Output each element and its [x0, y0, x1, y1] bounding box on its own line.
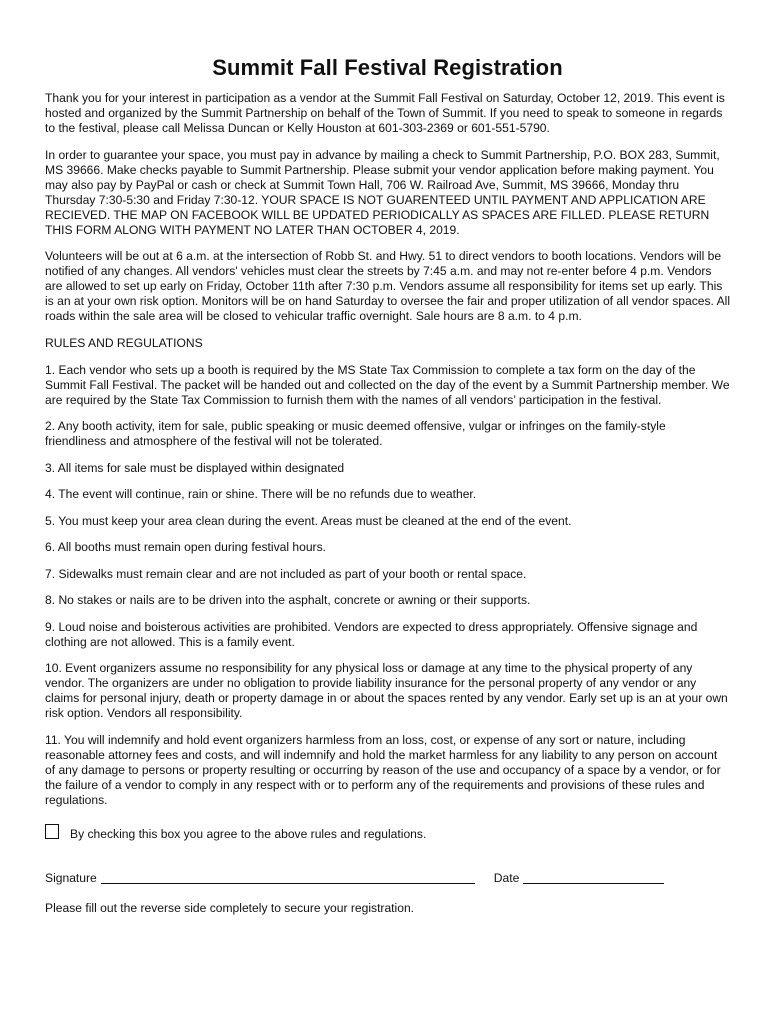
agree-checkbox[interactable]: [45, 824, 59, 839]
rule-item: 10. Event organizers assume no responsibility for any physical loss or damage at any time to the physical property of any vendor. The organizers are under no obligation to provide liability insurance for the personal property of any vendor or any claims for personal injury, death or property damage in or about the spaces rented by any vendor. Early set up is an at your own risk option. Vendors all responsibility.: [45, 661, 728, 720]
date-field[interactable]: [523, 871, 664, 884]
rule-item: 2. Any booth activity, item for sale, public speaking or music deemed offensive, vulgar or infringes on the family-style friendliness and atmosphere of the festival will not be tolerated.: [45, 419, 666, 448]
rule-item: 1. Each vendor who sets up a booth is required by the MS State Tax Commission to complete a tax form on the day of the Summit Fall Festival. The packet will be handed out and collected on the day of the event by a Summit Partnership member. We are required by the State Tax Commission to furnish them with the names of all vendors’ participation in the festival.: [45, 362, 730, 407]
rule-item: 4. The event will continue, rain or shine. There will be no refunds due to weather.: [45, 487, 477, 501]
agree-label: By checking this box you agree to the above rules and regulations.: [70, 826, 427, 841]
rule-item: 11. You will indemnify and hold event organizers harmless from an loss, cost, or expense of any sort or nature, including reasonable attorney fees and costs, and will indemnify and hold the market harmless for any liability to any person on account of any damage to persons or property resulting or occurring by reason of the use and occupancy of a space by a vendor, or for the failure of a vendor to comply in any respect with or to perform any of the requirements and provisions of these rules and regulations.: [45, 732, 721, 807]
form-title: Summit Fall Festival Registration: [212, 55, 563, 80]
signature-label: Signature: [45, 870, 97, 885]
agreement-row: [45, 827, 730, 842]
signature-row: [45, 871, 730, 886]
footer-note: Please fill out the reverse side completely to secure your registration.: [45, 900, 415, 915]
signature-field[interactable]: [101, 871, 475, 884]
rule-item: 7. Sidewalks must remain clear and are not included as part of your booth or rental space.: [45, 566, 527, 581]
payment-paragraph: In order to guarantee your space, you must pay in advance by mailing a check to Summit Partnership, P.O. BOX 283, Summit, MS 39666. Make checks payable to Summit Partnership. Please submit your vendor application before making payment. You may also pay by PayPal or cash or check at Summit Town Hall, 706 W. Railroad Ave, Summit, MS 39666, Monday thru Thursday 7:30-5:30 and Friday 7:30-12. YOUR SPACE IS NOT GUARENTEED UNTIL PAYMENT AND APPLICATION ARE RECIEVED. THE MAP ON FACEBOOK WILL BE UPDATED PERIODICALLY AS SPACES ARE FILLED. PLEASE RETURN THIS FORM ALONG WITH PAYMENT NO LATER THAN OCTOBER 4, 2019.: [45, 147, 720, 237]
rule-item: 9. Loud noise and boisterous activities are prohibited. Vendors are expected to dress appropriately. Offensive signage and clothing are not allowed. This is a family event.: [45, 619, 698, 649]
intro-paragraph: Thank you for your interest in participation as a vendor at the Summit Fall Festival on Saturday, October 12, 2019. This event is hosted and organized by the Summit Partnership on behalf of the Town of Summit. If you need to speak to someone in regards to the festival, please call Melissa Duncan or Kelly Houston at 601-303-2369 or 601-551-5790.: [45, 91, 725, 135]
rule-item: 5. You must keep your area clean during the event. Areas must be cleaned at the end of the event.: [45, 513, 572, 528]
date-label: Date: [493, 870, 520, 885]
rule-item: 8. No stakes or nails are to be driven into the asphalt, concrete or awning or their supports.: [45, 593, 531, 607]
registration-form: [45, 55, 730, 927]
rules-list: [45, 363, 730, 808]
rule-item: 3. All items for sale must be displayed within designated: [45, 460, 345, 475]
volunteers-paragraph: Volunteers will be out at 6 a.m. at the intersection of Robb St. and Hwy. 51 to direct vendors to booth locations. Vendors will be notified of any changes. All vendors' vehicles must clear the streets by 7:45 a.m. and may not re-enter before 4 p.m. Vendors are allowed to set up early on Friday, October 11th after 7:30 p.m. Vendors assume all responsibility for items set up early. This is an at your own risk option. Monitors will be on hand Saturday to oversee the fair and proper utilization of all vendor spaces. All roads within the sale area will be closed to vehicular traffic overnight. Sale hours are 8 a.m. to 4 p.m.: [45, 249, 731, 323]
rule-item: 6. All booths must remain open during festival hours.: [45, 540, 326, 554]
rules-heading: RULES AND REGULATIONS: [45, 335, 203, 350]
